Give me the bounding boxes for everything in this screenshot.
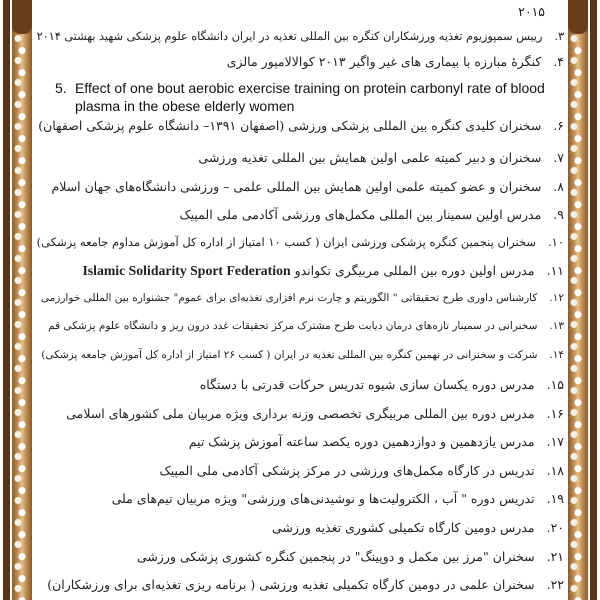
item-number: ۴. (553, 54, 564, 69)
item-text: شرکت و سخنرانی در نهمین کنگره بین المللی تغذیه در ایران ( کسب ۲۶ امتیاز از اداره کل آموزش جامعه پزشکی) (41, 349, 538, 361)
item-text: مدرس دوره بین المللی مربیگری تخصصی وزنه برداری ویژه مربیان ملی کشورهای اسلامی (66, 406, 535, 421)
item-number: ۲۰. (546, 520, 564, 535)
item-text: سخنران علمی در دومین کارگاه تکمیلی تغذیه ورزشی ( برنامه ریزی تغذیه‌ای برای ورزشکاران) (47, 577, 535, 592)
list-item (38, 349, 564, 361)
list-item (38, 292, 564, 304)
item-text: سخنران و دبیر کمیته علمی اولین همایش بین المللی تغذیه ورزشی (198, 150, 542, 165)
item-text: مدرس دومین کارگاه تکمیلی کشوری تغذیه ورزشی (271, 520, 535, 535)
list-item (38, 520, 564, 535)
item-latin-text: Islamic Solidarity Sport Federation (82, 263, 291, 278)
item-number: ۱۴. (549, 349, 564, 361)
item-number: ۱۱. (546, 263, 564, 278)
list-item (38, 549, 564, 564)
item-text: سخنران پنجمین کنگره پزشکی ورزشی ایران ( کسب ۱۰ امتیاز از اداره کل آموزش مداوم جامعه پزشکی) (36, 235, 536, 249)
right-ornamental-border (566, 0, 600, 600)
item-text: تدریس در کارگاه مکمل‌های ورزشی در مرکز پزشکی آکادمی ملی المپیک (159, 463, 535, 478)
item-number: ۷. (553, 150, 564, 165)
item-number: ۹. (553, 207, 564, 222)
item-number: ۲۲. (546, 577, 564, 592)
left-ornamental-border (0, 0, 34, 600)
item-number: ۱۶. (546, 406, 564, 421)
item-number: 5. (55, 80, 67, 96)
item-number: ۸. (553, 179, 564, 194)
item-text: مدرس اولین سمینار بین المللی مکمل‌های ورزشی آکادمی ملی المپیک (179, 207, 542, 222)
list-item (38, 377, 564, 392)
item-number: ۱۸. (546, 463, 564, 478)
item-text: مدرس یازدهمین و دوازدهمین دوره یکصد ساعته آموزش پزشک تیم (188, 434, 535, 449)
list-item (38, 54, 564, 69)
list-item (38, 491, 564, 506)
item-number: ۱۵. (546, 377, 564, 392)
list-item (38, 577, 564, 592)
list-item (38, 320, 564, 332)
list-item (38, 235, 564, 249)
item-number: ۶. (553, 118, 564, 133)
list-item (38, 463, 564, 478)
item-text: رییس سمپوزیوم تغذیه ورزشکاران کنگره بین المللی تغذیه در ایران دانشگاه علوم پزشکی شهید بهشتی ۲۰۱۴ (36, 30, 543, 43)
item-number: ۲۱. (546, 549, 564, 564)
item-number: ۱۳. (549, 320, 564, 332)
list-item (38, 118, 564, 133)
item-text: سخنران "مرز بین مکمل و دوپینگ" در پنجمین کنگره کشوری پزشکی ورزشی (136, 549, 535, 564)
item-number: ۱۲. (549, 292, 564, 304)
item-text: تدریس دوره " آب ، الکترولیت‌ها و نوشیدنی‌های ورزشی" ویژه مربیان تیم‌های ملی (111, 491, 535, 506)
list-item-english (55, 79, 565, 115)
item-text: سخنران کلیدی کنگره بین المللی پزشکی ورزشی (اصفهان ۱۳۹۱– دانشگاه علوم پزشکی اصفهان) (38, 118, 542, 133)
list-item (38, 263, 564, 279)
item-text: سخنران و عضو کمیته علمی اولین همایش بین المللی علمی – ورزشی دانشگاه‌های جهان اسلام (51, 179, 542, 194)
item-text: Effect of one bout aerobic exercise training on protein carbonyl rate of blood plasma in the obese elderly women (75, 80, 545, 114)
year-fragment: ۲۰۱۵ (518, 4, 545, 19)
list-item (38, 179, 564, 194)
list-item (38, 406, 564, 421)
item-text: مدرس دوره یکسان سازی شیوه تدریس حرکات قدرتی با دستگاه (199, 377, 535, 392)
list-item (38, 434, 564, 449)
item-number: ۳. (554, 30, 564, 43)
item-text: سخنرانی در سمینار تازه‌های درمان دیابت طرح مشترک مرکز تحقیقات غدد درون ریز و دانشگاه علوم پزشکی قم (48, 320, 538, 332)
item-text: کنگرهٔ مبارزه با بیماری های غیر واگیر ۲۰۱۳ کوالالامپور مالزی (226, 54, 542, 69)
item-number: ۱۹. (546, 491, 564, 506)
item-text: مدرس اولین دوره بین المللی مربیگری تکواندو (294, 263, 535, 278)
item-number: ۱۰. (547, 235, 564, 249)
item-number: ۱۷. (546, 434, 564, 449)
list-item (38, 150, 564, 165)
item-text: کارشناس داوری طرح تحقیقاتی " الگوریتم و چارت نرم افزاری تغذیه‌ای برای عموم" جشنواره بین المللی خوارزمی (40, 292, 538, 304)
list-item (38, 30, 564, 43)
list-item (38, 207, 564, 222)
